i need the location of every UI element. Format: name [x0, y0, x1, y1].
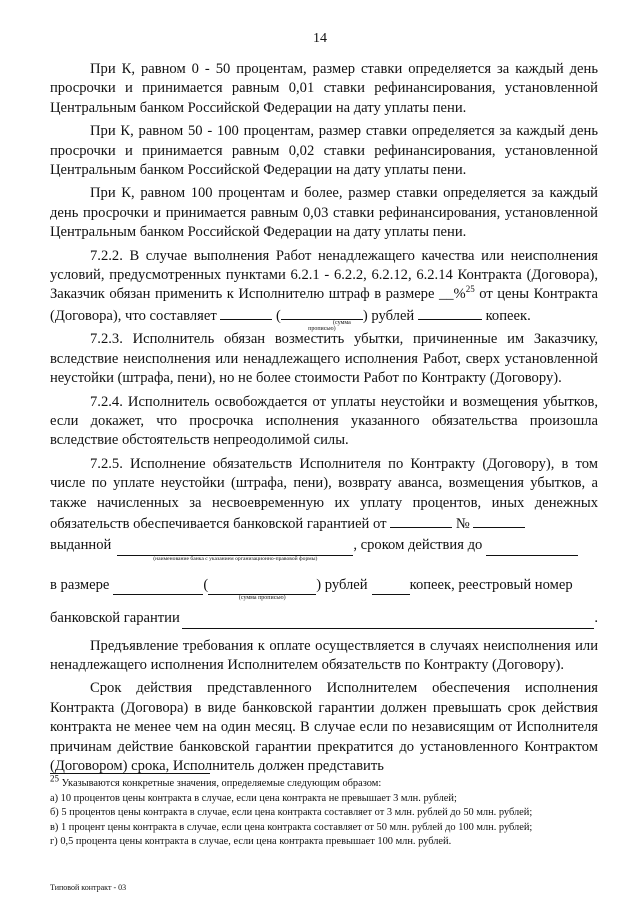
footnote-item-d: г) 0,5 процента цены контракта в случае, если цена контракта превышает 100 млн. рублей. [50, 836, 452, 848]
paragraph-7-2-3: 7.2.3. Исполнитель обязан возместить убытки, причиненные им Заказчику, вследствие неисполнения или ненадлежащего исполнения Работ, сверх установленной неустойки (штрафа, пени), но не более стоимости Работ по Контракту (Договору). [50, 331, 598, 387]
rubles-label: рублей [371, 307, 415, 324]
kopecks-label: копеек. [485, 307, 531, 324]
clause-7-2-2-text: 7.2.2. В случае выполнения Работ ненадлежащего качества или неисполнения условий, предусмотренных пунктами 6.2.1 - 6.2.2, 6.2.12, 6.2.14 Контракта (Договора), Заказчик обязан применить к Исполнителю штраф в размере [50, 247, 598, 303]
clause-7-2-5-text: 7.2.5. Исполнение обязательств Исполнителя по Контракту (Договору), в том числе по уплате неустойки (штрафа, пени), возврату аванса, возмещения убытков, а также начисленных за несвоевременную их уплату процентов, иных денежных обязательств обеспечивается банковской гарантией от [50, 455, 598, 532]
footnotes [50, 773, 598, 850]
registry-label: копеек, реестровый номер [409, 576, 573, 593]
penalty-amount-field[interactable] [220, 305, 272, 320]
paragraph-7-2-5 [50, 455, 598, 535]
document-body [50, 60, 598, 776]
guarantee-amount-field[interactable] [113, 580, 203, 595]
footnote-item-a: а) 10 процентов цены контракта в случае, если цена контракта не превышает 3 млн. рублей; [50, 792, 457, 804]
guarantee-number-field[interactable] [473, 513, 525, 528]
footnote-ref-25: 25 [465, 284, 475, 295]
clause-7-2-2-price: от цены Контракта (Договора), что составляет [50, 286, 598, 324]
guarantee-label: банковской гарантии [50, 610, 180, 627]
guarantee-kopecks-field[interactable] [372, 580, 410, 595]
document-type-label: Типовой контракт - 03 [50, 883, 127, 892]
paragraph-penalty-50-100: При К, равном 50 - 100 процентам, размер ставки определяется за каждый день просрочки и принимается равным 0,02 ставки рефинансирования, установленной Центральным банком Российской Федерации на дату уплаты пени. [50, 123, 598, 179]
paragraph-claim: Предъявление требования к оплате осуществляется в случаях неисполнения или ненадлежащего исполнения Исполнителем обязательств по Контракту (Договору). [50, 637, 598, 673]
guarantee-date-field[interactable] [390, 513, 452, 528]
issued-by-line [50, 536, 598, 562]
kopecks-field[interactable] [418, 305, 482, 320]
paragraph-penalty-100: При К, равном 100 процентам и более, размер ставки определяется за каждый день просрочки и принимается равным 0,03 ставки рефинансирования, установленной Центральным банком Российской Федерации на дату уплаты пени. [50, 185, 598, 241]
sum-words-note: (сумма прописью) [238, 595, 286, 602]
bank-name-field[interactable] [117, 541, 353, 562]
registry-number-field[interactable] [182, 614, 595, 629]
guarantee-amount-words-field[interactable] [208, 580, 316, 602]
penalty-percent: __% [438, 286, 466, 303]
footnote-25: 25 Указываются конкретные значения, определяемые следующим образом: [50, 773, 382, 789]
footnote-number: 25 [50, 773, 59, 784]
footnote-item-c: в) 1 процент цены контракта в случае, если цена контракта составляет от 50 млн. рублей до 100 млн. рублей; [50, 821, 533, 833]
issued-label: выданной [50, 537, 112, 554]
bank-name-note: (наименование банка с указанием организационно-правовой формы) [153, 555, 318, 562]
penalty-amount-words-field[interactable] [281, 305, 363, 332]
validity-date-field[interactable] [486, 541, 578, 556]
paragraph-7-2-2: 7.2.2. В случае выполнения Работ ненадлежащего качества или неисполнения условий, предусмотренных пунктами 6.2.1 - 6.2.2, 6.2.12, 6.2.14 Контракта (Договора), Заказчик обязан применить к Исполнителю штраф в размере __%$^{25}$ от цены Контракта (Договора), что составляет ( (сумма прописью) ) рублей копеек. [50, 247, 598, 332]
rubles-close-label: ) рублей [316, 576, 368, 593]
paragraph-7-2-4: 7.2.4. Исполнитель освобождается от уплаты неустойки и возмещения убытков, если докажет, что просрочка исполнения указанного обязательства произошла вследствие обстоятельств непреодолимой силы. [50, 393, 598, 449]
number-sign: № [455, 515, 470, 532]
amount-line: в размере ( (сумма прописью) ) рублей копеек, реестровый номер [50, 576, 573, 602]
guarantee-line: банковской гарантии . [50, 609, 598, 628]
paragraph-penalty-0-50: При К, равном 0 - 50 процентам, размер ставки определяется за каждый день просрочки и принимается равным 0,01 ставки рефинансирования, установленной Центральным банком Российской Федерации на дату уплаты пени. [50, 61, 598, 116]
validity-label: , сроком действия до [353, 537, 483, 554]
page-number: 14 [313, 31, 327, 46]
footnote-item-b: б) 5 процентов цены контракта в случае, если цена контракта составляет от 3 млн. рублей до 50 млн. рублей; [50, 807, 533, 819]
amount-words-note: (сумма прописью) [308, 319, 351, 332]
paragraph-validity: Срок действия представленного Исполнителем обеспечения исполнения Контракта (Договора) в виде банковской гарантии должен превышать срок действия контракта не менее чем на один месяц. В случае если по независящим от Исполнителя причинам действие банковской гарантии прекратится до установленного Контрактом (Договором) срока, Исполнитель должен представить [50, 680, 598, 774]
footnote-separator [50, 773, 210, 774]
amount-label: в размере [50, 576, 110, 593]
